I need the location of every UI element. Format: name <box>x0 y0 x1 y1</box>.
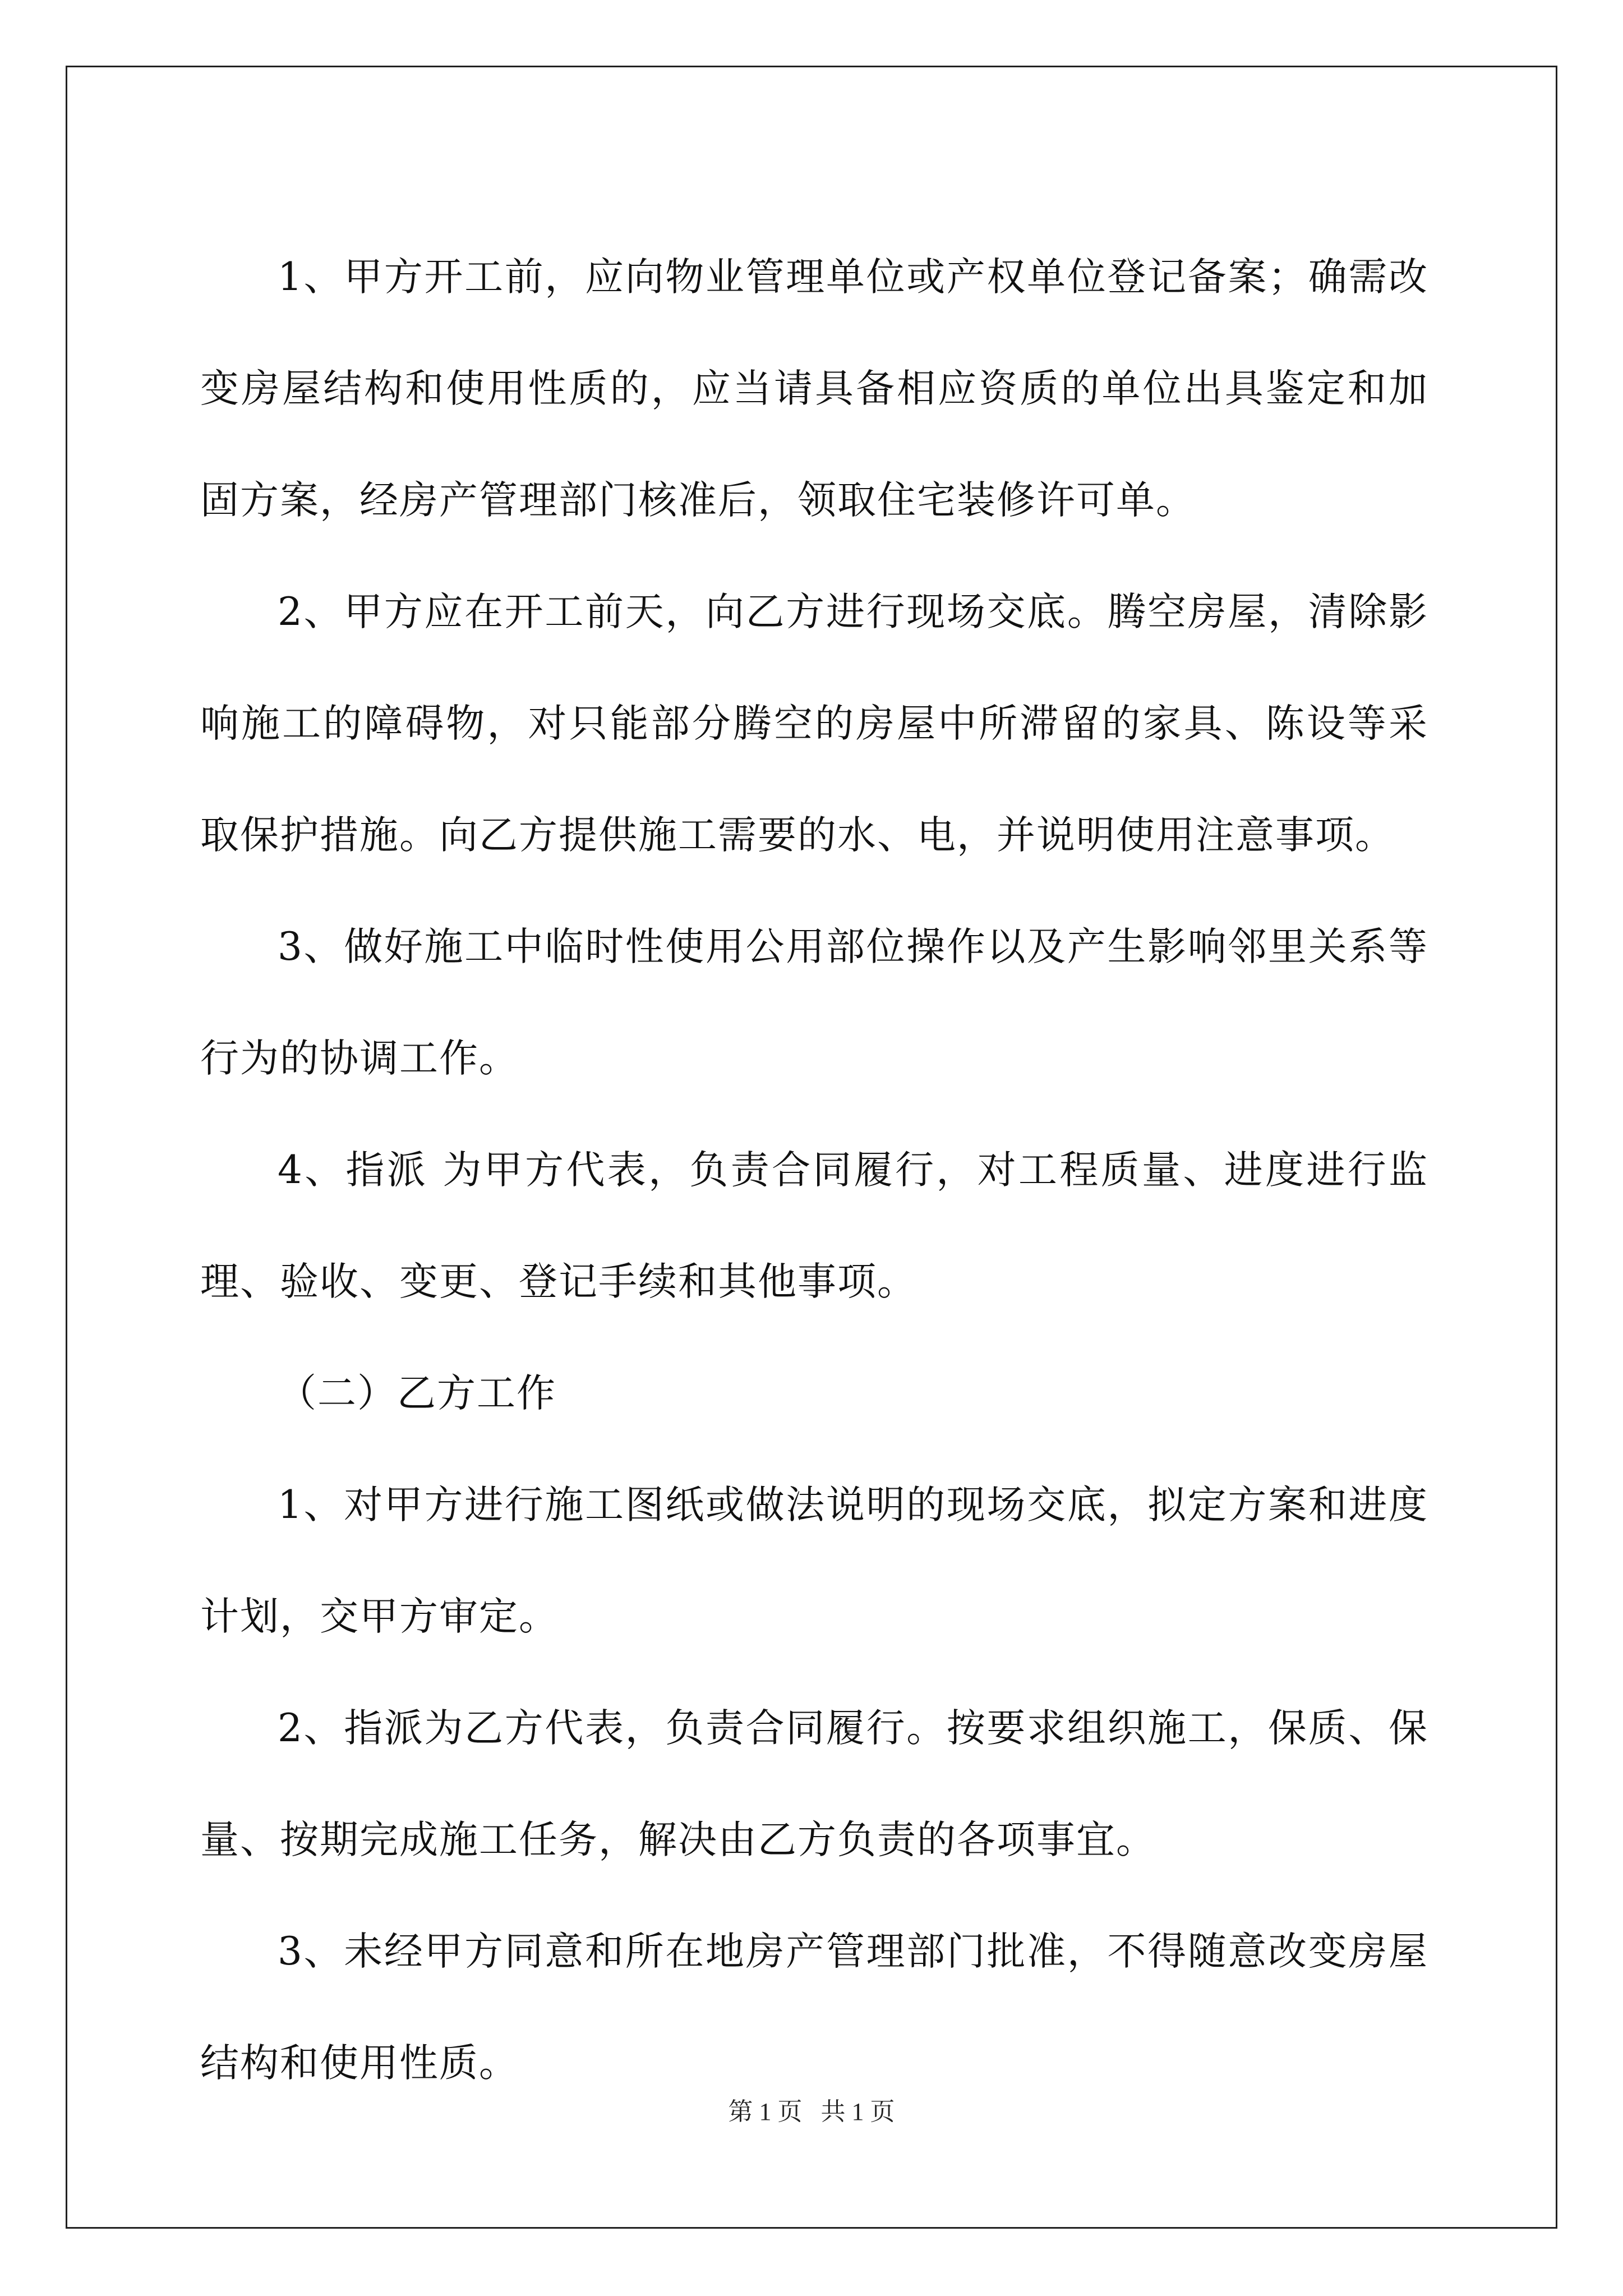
paragraph-7: 3、未经甲方同意和所在地房产管理部门批准，不得随意改变房屋结构和使用性质。 <box>200 1929 1428 2086</box>
document-body <box>200 222 1428 2119</box>
paragraph-3: 3、做好施工中临时性使用公用部位操作以及产生影响邻里关系等行为的协调工作。 <box>200 924 1428 1081</box>
paragraph-2: 2、甲方应在开工前天，向乙方进行现场交底。腾空房屋，清除影响施工的障碍物，对只能部分腾空的房屋中所滞留的家具、陈设等采取保护措施。向乙方提供施工需要的水、电，并说明使用注意事项。 <box>200 590 1428 858</box>
paragraph-6: 2、指派为乙方代表，负责合同履行。按要求组织施工，保质、保量、按期完成施工任务，解决由乙方负责的各项事宜。 <box>200 1706 1428 1862</box>
section-heading: （二）乙方工作 <box>278 1371 556 1416</box>
paragraph-1: 1、甲方开工前，应向物业管理单位或产权单位登记备案；确需改变房屋结构和使用性质的，应当请具备相应资质的单位出具鉴定和加固方案，经房产管理部门核准后，领取住宅装修许可单。 <box>200 255 1428 523</box>
paragraph-5: 1、对甲方进行施工图纸或做法说明的现场交底，拟定方案和进度计划，交甲方审定。 <box>200 1483 1428 1639</box>
page-number-footer: 第 1 页 共 1 页 <box>728 2098 895 2125</box>
paragraph-4: 4、指派 为甲方代表，负责合同履行，对工程质量、进度进行监理、验收、变更、登记手续和其他事项。 <box>200 1148 1428 1304</box>
